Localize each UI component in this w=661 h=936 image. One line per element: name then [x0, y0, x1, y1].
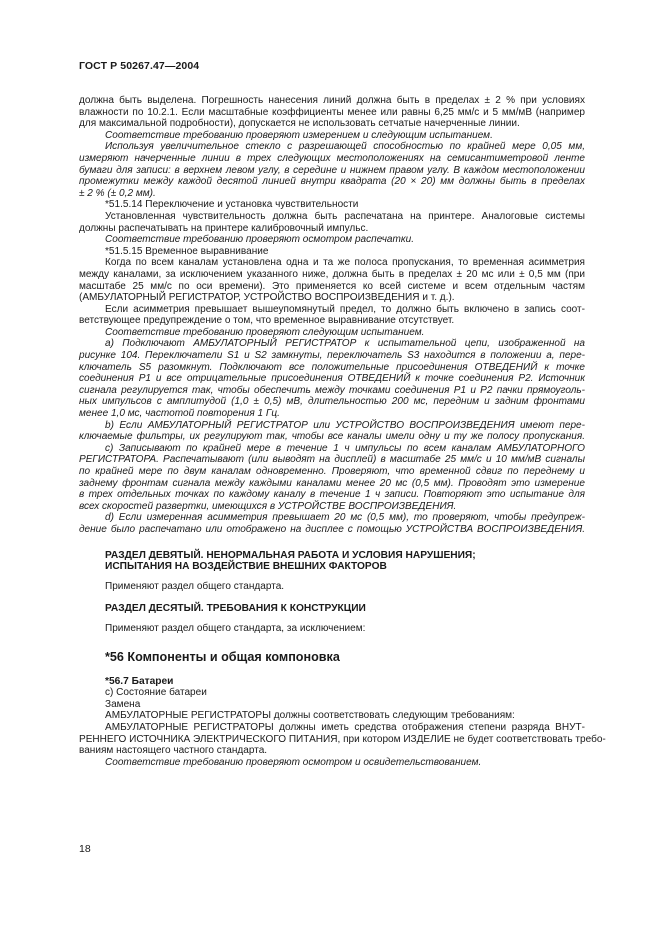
text-line: d) Если измеренная асимметрия превышает 20 мс (0,5 мм), то проверяют, чтобы предупреж-	[105, 512, 585, 524]
text-line: между каналами, за исключением указанного ниже, должна быть в пределах ± 20 мс или ± 0,5 мм (при	[79, 268, 585, 280]
text-line: по крайней мере по двум каналам одновременно. Проверяют, что временной сдвиг по переднему и	[79, 466, 585, 477]
text-line: Установленная чувствительность должна быть распечатана на принтере. Аналоговые системы	[105, 210, 585, 222]
text-line: ключатель S5 разомкнут. Подключают все положительные присоединения ОТВЕДЕНИЙ к точке	[79, 361, 585, 373]
spacer	[79, 665, 585, 676]
text-line: РАЗДЕЛ ДЕВЯТЫЙ. НЕНОРМАЛЬНАЯ РАБОТА И УСЛОВИЯ НАРУШЕНИЯ;	[105, 549, 476, 561]
text-line: должны распечатывать на принтере калибровочный импульс.	[79, 222, 369, 234]
text-line: измеряют начерченные линии в трех следующих местоположениях на семисантиметровой ленте	[79, 152, 585, 164]
text-line: b) Если АМБУЛАТОРНЫЙ РЕГИСТРАТОР или УСТРОЙСТВО ВОСПРОИЗВЕДЕНИЯ имеют пере-	[105, 419, 585, 431]
text-line: АМБУЛАТОРНЫЕ РЕГИСТРАТОРЫ должны соответствовать следующим требованиям:	[105, 710, 515, 722]
text-line: в трех отдельных точках по каждому каналу в течение 1 ч записи. Повторяют это испытание для	[79, 489, 585, 501]
text-line: с) Состояние батареи	[105, 687, 207, 699]
text-line: Когда по всем каналам установлена одна и та же полоса пропускания, то временная асимметрия	[105, 257, 585, 269]
text-line: c) Записывают по крайней мере в течение 1 ч импульсы по всем каналам АМБУЛАТОРНОГО	[105, 442, 585, 454]
text-line: *56.7 Батареи	[105, 675, 174, 687]
text-line: Замена	[105, 698, 141, 710]
text-line: РЕГИСТРАТОРА. Распечатывают (или выводят на дисплей) в масштабе 25 мм/с и 10 мм/мВ сигналы	[79, 454, 585, 466]
text-line: заднему фронтам сигнала между каждыми каналами менее 20 мс (0,5 мм). Проводят это измерение	[79, 477, 585, 489]
text-line: ± 2 % (± 0,2 мм).	[79, 187, 156, 199]
text-line: ИСПЫТАНИЯ НА ВОЗДЕЙСТВИЕ ВНЕШНИХ ФАКТОРОВ	[105, 561, 387, 573]
text-line: *51.5.15 Временное выравнивание	[105, 245, 269, 257]
text-line: Соответствие требованию проверяют измерением и следующим испытанием.	[105, 129, 493, 141]
text-line: Применяют раздел общего стандарта.	[105, 580, 285, 592]
text-line: должна быть выделена. Погрешность нанесения линий должна быть в пределах ± 2 % при условиях	[79, 95, 585, 106]
text-line: промежутки между каждой десятой линией внутри квадрата (20 × 20) мм должны быть в пределах	[79, 176, 585, 188]
text-line: ключаемые фильтры, их регулируют так, чтобы все каналы имели одну и ту же полосу пропускания.	[79, 431, 585, 443]
text-line: Если асимметрия превышает вышеупомянутый предел, то должно быть включено в запись соот-	[105, 303, 585, 315]
text-line: АМБУЛАТОРНЫЕ РЕГИСТРАТОРЫ должны иметь средства отображения степени разряда ВНУТ-	[105, 721, 585, 733]
text-line: a) Подключают АМБУЛАТОРНЫЙ РЕГИСТРАТОР к испытательной цепи, изображенной на	[105, 338, 585, 350]
text-line: менее 1,0 мс, частотой повторения 1 Гц.	[79, 408, 280, 420]
text-line: сигнала регулируется так, чтобы обеспечить между точками соединения P1 и P2 пачки прямоуголь-	[79, 384, 585, 396]
spacer	[79, 635, 585, 649]
text-line: рисунке 104. Переключатели S1 и S2 замкнуты, переключатель S3 находится в положении a, пере-	[79, 350, 585, 362]
text-line: соединения P1 и все отрицательные присоединения ОТВЕДЕНИЙ к точке соединения P2. Источник	[79, 373, 585, 385]
text-line: РАЗДЕЛ ДЕСЯТЫЙ. ТРЕБОВАНИЯ К КОНСТРУКЦИИ	[105, 603, 366, 615]
text-line: ветствующее предупреждение о том, что временное выравнивание отсутствует.	[79, 315, 455, 327]
text-line: Соответствие требованию проверяют следующим испытанием.	[105, 326, 425, 338]
text-line: РЕННЕГО ИСТОЧНИКА ЭЛЕКТРИЧЕСКОГО ПИТАНИЯ, при котором ИЗДЕЛИЕ не будет соответствовать требо-	[79, 733, 606, 745]
text-line: Используя увеличительное стекло с разрешающей способностью по крайней мере 0,05 мм,	[105, 141, 585, 153]
text-line: бумаги для записи: в верхнем левом углу, в середине и нижнем правом углу. В каждом местоположении	[79, 164, 585, 176]
text-line: Применяют раздел общего стандарта, за исключением:	[105, 622, 366, 634]
page-number: 18	[79, 843, 91, 855]
text-line: влажности по 10.2.1. Если масштабные коэффициенты менее или равны 6,25 мм/с и 5 мм/мВ (например	[79, 106, 585, 118]
spacer	[79, 615, 585, 623]
document-header: ГОСТ Р 50267.47—2004	[79, 60, 200, 72]
text-line: для максимальной подробности), допускается не использовать сетчатые начерченные линии.	[79, 118, 520, 130]
text-line: ных импульсов с амплитудой (1,0 ± 0,5) мВ, длительностью 200 мс, передним и задним фронтами	[79, 396, 585, 408]
spacer	[79, 592, 585, 603]
text-line: всех скоростей развертки, имеющихся в УСТРОЙСТВЕ ВОСПРОИЗВЕДЕНИЯ.	[79, 500, 457, 512]
text-line: Соответствие требованию проверяют осмотром и освидетельствованием.	[105, 756, 482, 768]
text-line: масштабе 25 мм/с по оси времени). Это применяется ко всей системе и всем отдельным частям	[79, 280, 585, 292]
text-line: (АМБУЛАТОРНЫЙ РЕГИСТРАТОР, УСТРОЙСТВО ВОСПРОИЗВЕДЕНИЯ и т. д.).	[79, 292, 455, 304]
document-body	[79, 95, 606, 768]
spacer	[79, 536, 585, 550]
text-line: *51.5.14 Переключение и установка чувствительности	[105, 199, 359, 211]
text-line: ваниям настоящего частного стандарта.	[79, 745, 268, 757]
text-line: *56 Компоненты и общая компоновка	[105, 649, 340, 664]
spacer	[79, 573, 585, 581]
text-line: дение было распечатано или отображено на дисплее с помощью УСТРОЙСТВА ВОСПРОИЗВЕДЕНИЯ.	[79, 523, 585, 535]
text-line: Соответствие требованию проверяют осмотром распечатки.	[105, 234, 414, 246]
